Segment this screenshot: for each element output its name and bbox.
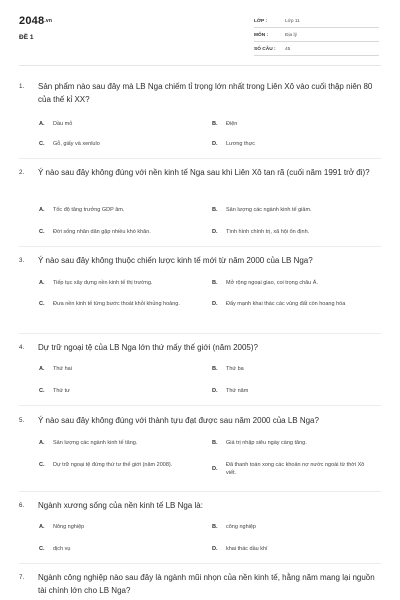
option-text: Nông nghiệp: [53, 524, 85, 530]
option-letter: B.: [212, 366, 218, 372]
option-letter: C.: [39, 229, 45, 235]
option-a[interactable]: [39, 439, 199, 447]
question-divider: [19, 405, 381, 406]
question-divider: [19, 246, 381, 247]
option-a[interactable]: [39, 523, 199, 531]
question-divider: [19, 333, 381, 334]
option-text: Đẩy mạnh khai thác các vùng đất còn hoang hóa: [226, 301, 346, 307]
subject-value: Địa lý: [285, 33, 297, 38]
option-text: Đã thanh toán xong các khoản nợ nước ngoài từ thời Xô viết.: [226, 462, 365, 476]
option-text: dịch vụ: [53, 546, 71, 552]
question-text: Dự trữ ngoại tệ của LB Nga lớn thứ mấy thế giới (năm 2005)?: [38, 343, 258, 352]
logo-suffix: .vn: [44, 18, 53, 25]
option-text: công nghiệp: [226, 524, 256, 530]
question-count-value: 45: [285, 47, 291, 52]
option-text: Tình hình chính trị, xã hội ổn định.: [226, 229, 310, 235]
option-a[interactable]: [39, 206, 199, 214]
question-divider: [19, 491, 381, 492]
question-text: Ngành công nghiệp nào sau đây là ngành mũi nhọn của nền kinh tế, hằng năm mang lại nguồn tài chính lớn cho LB Nga?: [38, 573, 375, 595]
option-letter: A.: [39, 366, 45, 372]
option-c[interactable]: [39, 387, 199, 395]
question-number: 6.: [19, 502, 25, 509]
question-text: Ngành xương sống của nền kinh tế LB Nga là:: [38, 501, 203, 510]
option-letter: A.: [39, 524, 45, 530]
option-letter: D.: [212, 466, 218, 472]
option-b[interactable]: [212, 279, 377, 287]
option-letter: C.: [39, 301, 45, 307]
option-text: khai thác dầu khí: [226, 546, 268, 552]
question-number: 4.: [19, 344, 25, 351]
subject-label: MÔN :: [254, 33, 269, 38]
option-text: Tốc độ tăng trưởng GDP âm.: [53, 207, 125, 213]
option-letter: B.: [212, 121, 218, 127]
option-d[interactable]: [212, 228, 377, 236]
class-label: LỚP :: [254, 19, 268, 24]
option-text: Dự trữ ngoại tệ đứng thứ tư thế giới (năm 2008).: [53, 462, 173, 468]
option-d[interactable]: [212, 300, 377, 308]
option-letter: A.: [39, 280, 45, 286]
exam-code: ĐỀ 1: [19, 34, 34, 41]
option-b[interactable]: [212, 439, 377, 447]
question-text: Sản phẩm nào sau đây mà LB Nga chiếm tỉ trọng lớn nhất trong Liên Xô vào cuối thập niên 80 của thế kỉ XX?: [38, 82, 373, 104]
subject-row: [254, 29, 379, 42]
option-letter: C.: [39, 388, 45, 394]
option-c[interactable]: [39, 300, 199, 308]
option-text: Thứ năm: [226, 388, 249, 394]
option-text: Giá trị nhập siêu ngày càng tăng.: [226, 440, 307, 446]
option-a[interactable]: [39, 279, 199, 287]
option-d[interactable]: [212, 140, 377, 148]
question-divider: [19, 563, 381, 564]
option-text: Mở rộng ngoại giao, coi trọng châu Á.: [226, 280, 318, 286]
option-b[interactable]: [212, 206, 377, 214]
option-d[interactable]: [212, 461, 377, 477]
option-c[interactable]: [39, 545, 199, 553]
question-text: Ý nào sau đây không đúng với nền kinh tế Nga sau khi Liên Xô tan rã (cuối năm 1991 trở đi)?: [38, 168, 370, 177]
question-number: 2.: [19, 169, 25, 176]
option-text: Thứ tư: [53, 388, 70, 394]
class-row: [254, 15, 379, 28]
option-letter: D.: [212, 229, 218, 235]
option-c[interactable]: [39, 228, 199, 236]
option-text: Dầu mỏ: [53, 121, 73, 127]
option-letter: A.: [39, 121, 45, 127]
header-divider: [19, 65, 381, 66]
question-number: 5.: [19, 417, 25, 424]
question-text: Ý nào sau đây không đúng với thành tựu đạt được sau năm 2000 của LB Nga?: [38, 416, 319, 425]
question-number: 1.: [19, 83, 25, 90]
question-number: 3.: [19, 257, 25, 264]
option-text: Điện: [226, 121, 238, 127]
option-b[interactable]: [212, 120, 377, 128]
site-logo[interactable]: [19, 15, 52, 27]
option-text: Thứ ba: [226, 366, 244, 372]
option-letter: C.: [39, 546, 45, 552]
question-number: 7.: [19, 574, 25, 581]
option-letter: B.: [212, 207, 218, 213]
option-letter: D.: [212, 546, 218, 552]
option-letter: D.: [212, 388, 218, 394]
logo-main: 2048: [19, 15, 45, 27]
option-b[interactable]: [212, 365, 377, 373]
option-letter: C.: [39, 462, 45, 468]
option-text: Tiếp tục xây dựng nền kinh tế thị trường.: [53, 280, 153, 286]
option-c[interactable]: [39, 461, 199, 469]
option-letter: D.: [212, 301, 218, 307]
option-letter: B.: [212, 524, 218, 530]
option-text: Lương thực: [226, 141, 256, 147]
option-text: Thứ hai: [53, 366, 72, 372]
question-text: Ý nào sau đây không thuộc chiến lược kinh tế mới từ năm 2000 của LB Nga?: [38, 256, 313, 265]
option-letter: D.: [212, 141, 218, 147]
question-count-row: [254, 43, 379, 56]
option-letter: B.: [212, 440, 218, 446]
option-b[interactable]: [212, 523, 377, 531]
option-c[interactable]: [39, 140, 199, 148]
option-a[interactable]: [39, 120, 199, 128]
question-divider: [19, 158, 381, 159]
option-text: Đưa nền kinh tế từng bước thoát khỏi khủng hoảng.: [53, 301, 180, 307]
class-value: Lớp 11: [285, 19, 300, 24]
question-count-label: SỐ CÂU :: [254, 47, 276, 52]
option-text: Đời sống nhân dân gặp nhiều khó khăn.: [53, 229, 151, 235]
option-d[interactable]: [212, 545, 377, 553]
option-d[interactable]: [212, 387, 377, 395]
option-text: Sản lượng các ngành kinh tế tăng.: [53, 440, 138, 446]
option-letter: C.: [39, 141, 45, 147]
option-a[interactable]: [39, 365, 199, 373]
option-letter: A.: [39, 440, 45, 446]
option-text: Sản lượng các ngành kinh tế giảm.: [226, 207, 312, 213]
option-letter: B.: [212, 280, 218, 286]
option-text: Gỗ, giấy và xenlulo: [53, 141, 100, 147]
option-letter: A.: [39, 207, 45, 213]
exam-header: [0, 0, 400, 70]
